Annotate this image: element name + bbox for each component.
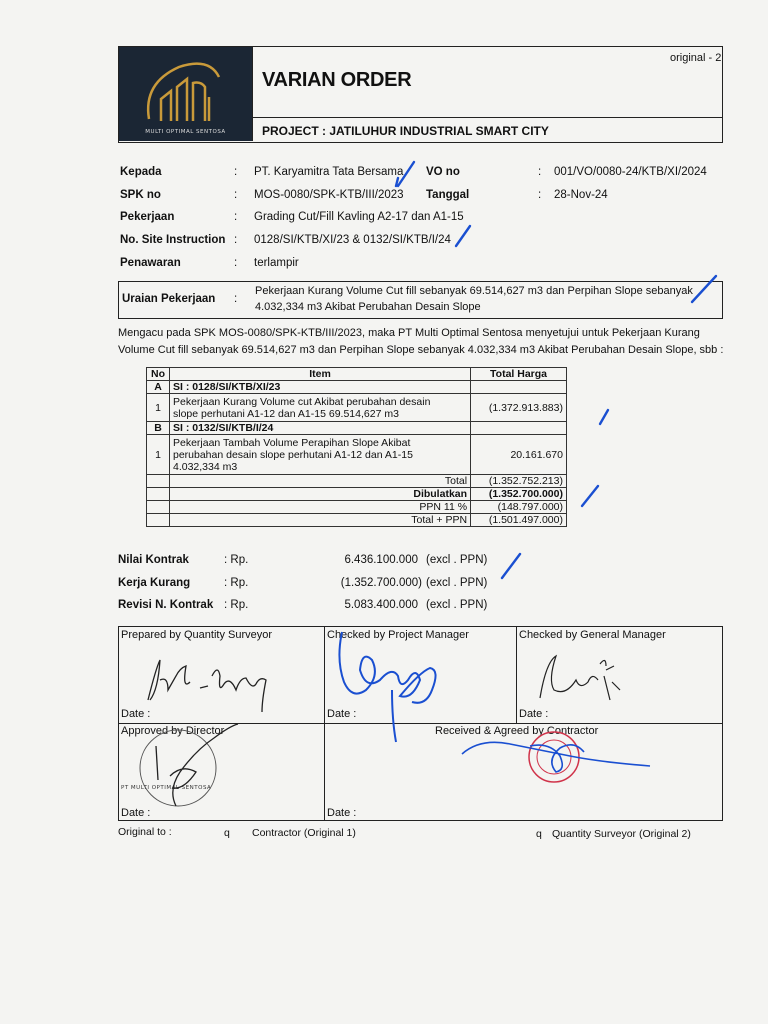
header-total: Total Harga: [471, 368, 567, 381]
gm-signature-icon: [540, 656, 620, 700]
row-a1-line-2: slope perhutani A1-12 dan A1-15 69.514,627 m3: [172, 407, 399, 420]
qs-original-label: Quantity Surveyor (Original 2): [552, 828, 691, 840]
contractor-signature-icon: [462, 742, 650, 772]
penawaran-label: Penawaran: [120, 257, 181, 269]
spk-label: SPK no: [120, 189, 161, 201]
received-by-label: Received & Agreed by Contractor: [435, 725, 599, 737]
tick-icon: [502, 554, 520, 578]
summary-total-label: Total: [169, 475, 470, 488]
tanggal-label: Tanggal: [426, 189, 470, 201]
tick-icon: [396, 162, 414, 186]
logo-text: MULTI OPTIMAL SENTOSA: [145, 129, 226, 135]
director-signature-icon: [156, 724, 238, 806]
nilai-kontrak-value: 6.436.100.000: [344, 554, 418, 566]
revisi-kontrak-label: Revisi N. Kontrak: [118, 599, 214, 611]
nilai-kontrak-note: (excl . PPN): [426, 554, 488, 566]
revisi-kontrak-value: 5.083.400.000: [344, 599, 418, 611]
tick-icon: [456, 226, 470, 246]
kerja-kurang-note: (excl . PPN): [426, 577, 488, 589]
kepada-label: Kepada: [120, 166, 162, 178]
row-b1-line-3: 4.032,334 m3: [172, 460, 238, 473]
row-b1-line-2: perubahan desain slope perhutani A1-12 dan A1-15: [172, 448, 413, 461]
row-a1-no: 1: [147, 394, 170, 422]
kerja-currency: : Rp.: [224, 577, 249, 589]
site-colon: :: [234, 234, 238, 246]
project-title: PROJECT : JATILUHUR INDUSTRIAL SMART CITY: [262, 124, 549, 138]
summary-total-value: (1.352.752.213): [471, 475, 567, 488]
section-b-title: SI : 0132/SI/KTB/I/24: [169, 422, 470, 435]
intro-line-1: Mengacu pada SPK MOS-0080/SPK-KTB/III/2023, maka PT Multi Optimal Sentosa menyetujui untuk Pekerjaan Kurang: [118, 327, 700, 339]
site-instruction-label: No. Site Instruction: [120, 234, 226, 246]
bullet-contractor: q: [224, 827, 230, 839]
checked-pm-label: Checked by Project Manager: [327, 629, 469, 641]
summary-total-ppn-value: (1.501.497.000): [471, 514, 567, 527]
summary-ppn-value: (148.797.000): [471, 501, 567, 514]
checked-gm-label: Checked by General Manager: [519, 629, 666, 641]
original-to-label: Original to :: [118, 826, 172, 838]
nilai-kontrak-label: Nilai Kontrak: [118, 554, 189, 566]
approved-by-label: Approved by Director: [121, 725, 225, 737]
site-instruction-value: 0128/SI/KTB/XI/23 & 0132/SI/KTB/I/24: [254, 234, 451, 246]
kepada-value: PT. Karyamitra Tata Bersama: [254, 166, 404, 178]
penawaran-value: terlampir: [254, 257, 299, 269]
kerja-kurang-label: Kerja Kurang: [118, 577, 191, 589]
vo-colon: :: [538, 166, 542, 178]
summary-ppn-label: PPN 11 %: [169, 501, 470, 514]
pekerjaan-colon: :: [234, 211, 238, 223]
row-b1-no: 1: [147, 435, 170, 475]
kepada-colon: :: [234, 166, 238, 178]
spk-value: MOS-0080/SPK-KTB/III/2023: [254, 189, 404, 201]
tanggal-value: 28-Nov-24: [554, 189, 608, 201]
uraian-label: Uraian Pekerjaan: [122, 293, 216, 305]
tick-icon: [582, 486, 598, 506]
date-checked-gm: Date :: [519, 708, 549, 720]
prepared-by-label: Prepared by Quantity Surveyor: [121, 629, 273, 641]
revisi-currency: : Rp.: [224, 599, 249, 611]
tanggal-colon: :: [538, 189, 542, 201]
uraian-line-1: Pekerjaan Kurang Volume Cut fill sebanyak 69.514,627 m3 dan Perpihan Slope sebanyak: [255, 285, 693, 297]
vo-value: 001/VO/0080-24/KTB/XI/2024: [554, 166, 707, 178]
section-a-title: SI : 0128/SI/KTB/XI/23: [169, 381, 470, 394]
summary-total-ppn-label: Total + PPN: [169, 514, 470, 527]
document-title: VARIAN ORDER: [262, 69, 412, 91]
uraian-line-2: 4.032,334 m3 Akibat Perubahan Desain Slope: [255, 301, 481, 313]
date-received: Date :: [327, 807, 357, 819]
date-prepared: Date :: [121, 708, 151, 720]
contractor-original-label: Contractor (Original 1): [252, 827, 356, 839]
nilai-currency: : Rp.: [224, 554, 249, 566]
spk-colon: :: [234, 189, 238, 201]
pekerjaan-label: Pekerjaan: [120, 211, 175, 223]
section-a-code: A: [147, 381, 170, 394]
tick-icon: [600, 410, 608, 424]
section-b-code: B: [147, 422, 170, 435]
bullet-qs: q: [536, 828, 542, 840]
intro-line-2: Volume Cut fill sebanyak 69.514,627 m3 dan Perpihan Slope sebanyak 4.032,334 m3 Akibat Perubahan Desain Slope, sbb :: [118, 344, 724, 356]
summary-dibulatkan-value: (1.352.700.000): [471, 488, 567, 501]
pm-signature-icon: [339, 632, 435, 742]
row-a1-line-1: Pekerjaan Kurang Volume cut Akibat perubahan desain: [172, 395, 431, 408]
qs-signature-icon: [148, 660, 266, 712]
director-stamp-text: PT MULTI OPTIMAL SENTOSA: [121, 785, 212, 791]
row-b1-total: 20.161.670: [471, 435, 567, 475]
row-b1-line-1: Pekerjaan Tambah Volume Perapihan Slope Akibat: [172, 436, 411, 449]
summary-dibulatkan-label: Dibulatkan: [169, 488, 470, 501]
revisi-kontrak-note: (excl . PPN): [426, 599, 488, 611]
original-label: original - 2: [670, 52, 722, 64]
header-no: No: [147, 368, 170, 381]
pekerjaan-value: Grading Cut/Fill Kavling A2-17 dan A1-15: [254, 211, 464, 223]
tick-icon: [692, 276, 716, 302]
penawaran-colon: :: [234, 257, 238, 269]
kerja-kurang-value: (1.352.700.000): [340, 577, 422, 589]
header-item: Item: [169, 368, 470, 381]
uraian-colon: :: [234, 293, 238, 305]
vo-label: VO no: [426, 166, 460, 178]
row-a1-total: (1.372.913.883): [471, 394, 567, 422]
director-stamp-circle-icon: [140, 730, 216, 806]
date-approved: Date :: [121, 807, 151, 819]
date-checked-pm: Date :: [327, 708, 357, 720]
